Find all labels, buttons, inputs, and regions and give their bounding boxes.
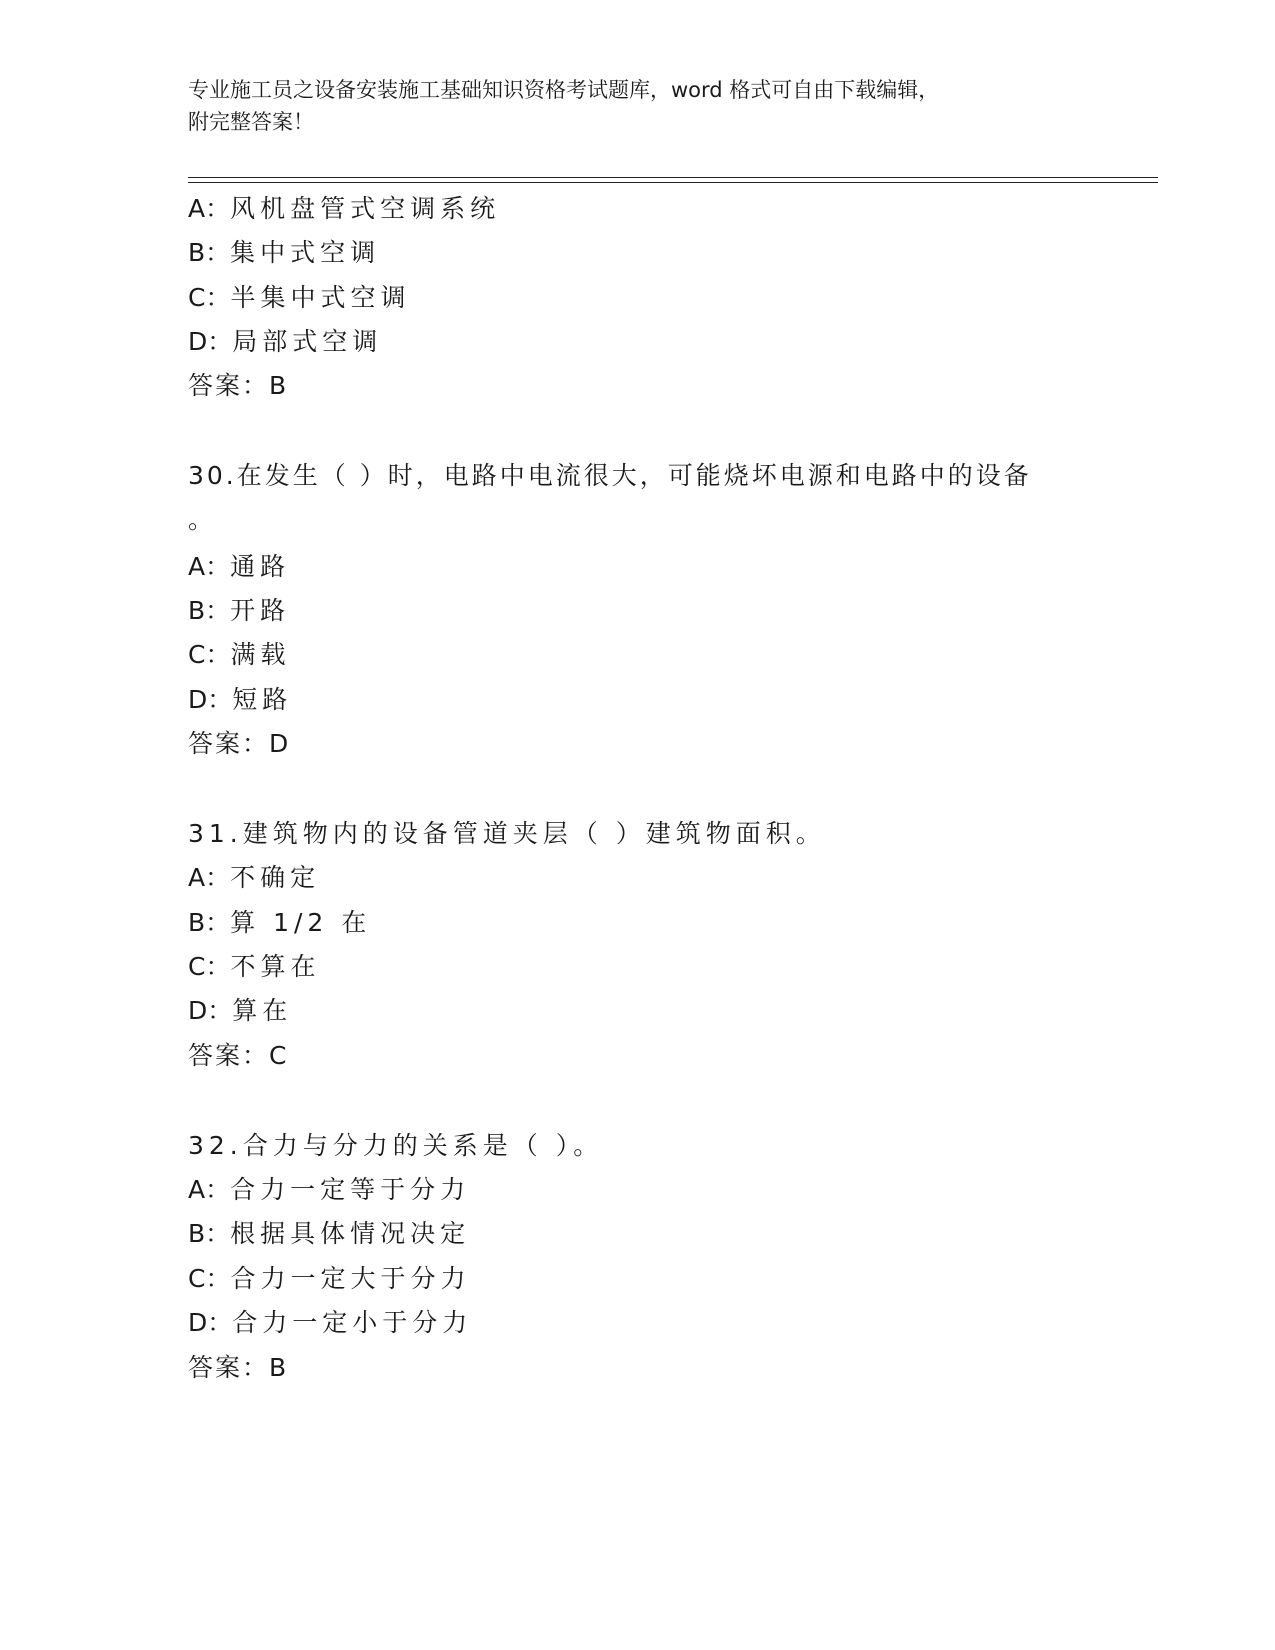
header-divider-top [188, 177, 1158, 178]
answer: 答案：C [188, 1041, 289, 1070]
option-c: C：满载 [188, 640, 291, 669]
option-b: B：开路 [188, 596, 291, 625]
header-line-1: 专业施工员之设备安装施工基础知识资格考试题库，word 格式可自由下载编辑， [188, 78, 940, 102]
question-stem-continuation: 。 [188, 505, 219, 534]
option-b: B：集中式空调 [188, 238, 381, 267]
question-stem: 30.在发生（ ）时，电路中电流很大，可能烧坏电源和电路中的设备 [188, 461, 1032, 490]
option-a: A：不确定 [188, 863, 321, 892]
option-d: D：短路 [188, 685, 293, 714]
option-b: B：算 1/2 在 [188, 908, 372, 937]
option-d: D：局部式空调 [188, 327, 383, 356]
option-c: C：合力一定大于分力 [188, 1264, 471, 1293]
option-b: B：根据具体情况决定 [188, 1219, 471, 1248]
header-line-2: 附完整答案！ [188, 110, 314, 134]
answer: 答案：D [188, 729, 291, 758]
question-stem: 31.建筑物内的设备管道夹层（ ）建筑物面积。 [188, 819, 826, 848]
option-a: A：风机盘管式空调系统 [188, 194, 501, 223]
option-a: A：通路 [188, 552, 291, 581]
document-header [188, 74, 1068, 138]
option-c: C：不算在 [188, 952, 321, 981]
answer: 答案：B [188, 371, 289, 400]
option-d: D：算在 [188, 996, 293, 1025]
option-a: A：合力一定等于分力 [188, 1175, 471, 1204]
option-c: C：半集中式空调 [188, 283, 411, 312]
option-d: D：合力一定小于分力 [188, 1308, 473, 1337]
answer: 答案：B [188, 1353, 289, 1382]
question-stem: 32.合力与分力的关系是（ ）。 [188, 1131, 604, 1160]
header-divider-bottom [188, 182, 1158, 183]
